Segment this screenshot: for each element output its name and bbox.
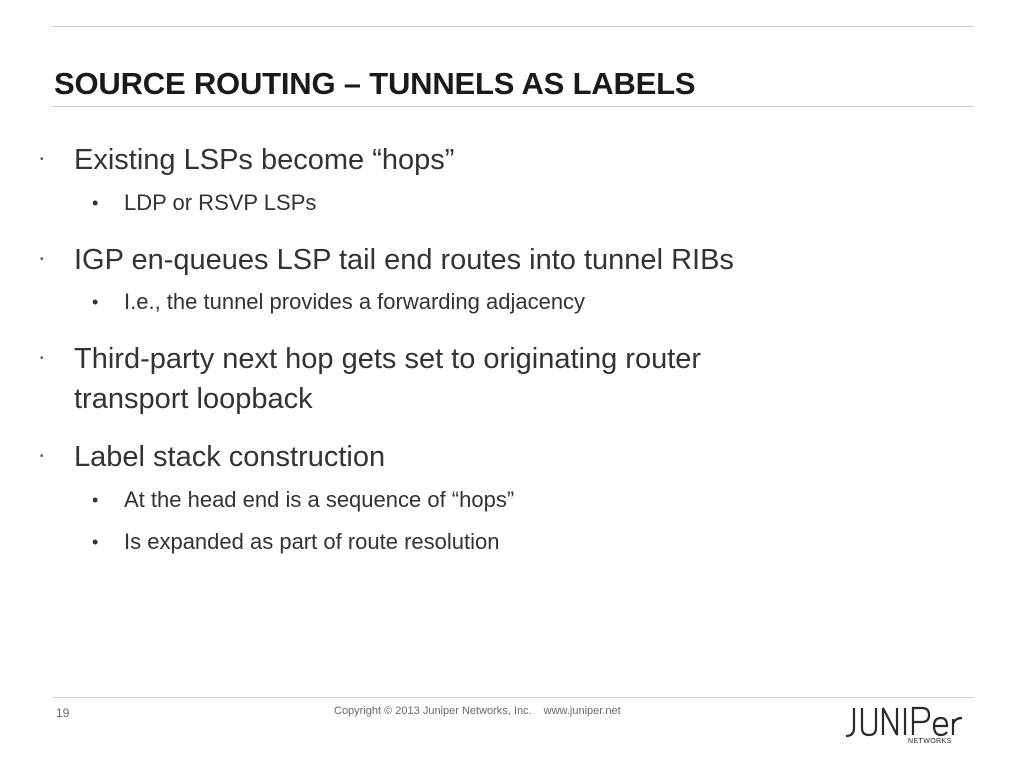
slide-title: SOURCE ROUTING – TUNNELS AS LABELS	[54, 66, 696, 101]
bullet-text: Label stack construction	[74, 441, 386, 473]
sub-bullet-text: LDP or RSVP LSPs	[124, 190, 317, 215]
footer-copyright-line	[334, 705, 621, 717]
sub-bullet-marker: •	[92, 292, 99, 312]
bullet-marker: •	[40, 353, 44, 364]
bullet-marker: •	[40, 154, 44, 165]
logo-networks-text: NETWORKS	[908, 738, 952, 744]
copyright-text: Copyright © 2013 Juniper Networks, Inc.	[334, 705, 532, 717]
sub-bullet-marker: •	[92, 193, 99, 213]
sub-bullet-item	[92, 485, 515, 515]
bullet-marker: •	[40, 451, 44, 462]
sub-bullet-text: Is expanded as part of route resolution	[124, 529, 500, 554]
sub-bullet-item	[92, 287, 586, 317]
bullet-text-line-2: transport loopback	[74, 383, 313, 415]
bullet-item	[40, 339, 954, 419]
sub-bullet-item	[92, 188, 317, 218]
bullet-item	[40, 140, 954, 180]
sub-bullet-item	[92, 527, 500, 557]
sub-bullet-marker: •	[92, 490, 99, 510]
bullet-text-line-1: Third-party next hop gets set to originating router	[74, 343, 702, 375]
page-number: 19	[56, 706, 70, 720]
sub-bullet-marker: •	[92, 532, 99, 552]
bullet-text: IGP en-queues LSP tail end routes into tunnel RIBs	[74, 244, 734, 276]
footer-url: www.juniper.net	[543, 705, 621, 717]
bullet-text: Existing LSPs become “hops”	[74, 144, 455, 176]
title-underline	[52, 106, 974, 107]
bullet-item	[40, 240, 954, 280]
juniper-logo-graphic	[846, 704, 976, 744]
juniper-logo	[846, 704, 976, 744]
bullet-marker: •	[40, 254, 44, 265]
footer-rule	[52, 697, 974, 698]
sub-bullet-text: I.e., the tunnel provides a forwarding adjacency	[124, 289, 586, 314]
sub-bullet-text: At the head end is a sequence of “hops”	[124, 487, 515, 512]
top-rule	[52, 26, 974, 27]
bullet-item	[40, 437, 954, 477]
